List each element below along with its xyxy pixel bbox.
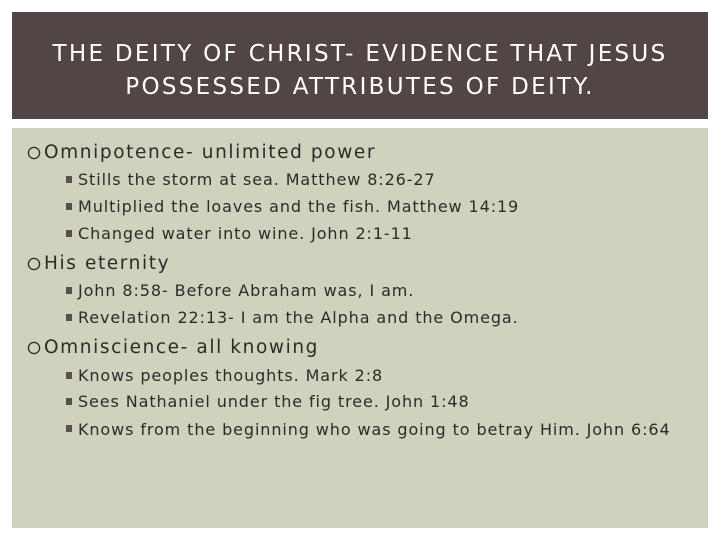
square-bullet-icon <box>66 398 72 405</box>
list-item <box>78 366 383 386</box>
hollow-circle-icon <box>27 341 41 355</box>
list-item-text: Changed water into wine. John 2:1-11 <box>78 224 413 243</box>
hollow-circle-icon <box>27 257 41 271</box>
list-item-text: John 8:58- Before Abraham was, I am. <box>78 281 415 300</box>
square-bullet-icon <box>66 230 72 237</box>
square-bullet-icon <box>66 425 72 432</box>
title-bar <box>12 12 708 119</box>
square-bullet-icon <box>66 372 72 379</box>
section-heading-text: His eternity <box>44 253 171 274</box>
title-line-2: POSSESSED ATTRIBUTES OF DEITY. <box>125 74 595 100</box>
list-item <box>78 419 678 441</box>
square-bullet-icon <box>66 287 72 294</box>
list-item <box>78 392 470 412</box>
content-panel <box>12 128 708 528</box>
list-item <box>78 197 519 217</box>
section-heading-omniscience <box>44 337 319 358</box>
list-item <box>78 308 519 328</box>
square-bullet-icon <box>66 203 72 210</box>
list-item-text: Knows from the beginning who was going to betray Him. John 6:64 <box>78 420 671 439</box>
list-item <box>78 281 414 301</box>
hollow-circle-icon <box>27 146 41 160</box>
section-heading-text: Omnipotence- unlimited power <box>44 142 377 163</box>
section-heading-omnipotence <box>44 142 376 163</box>
list-item-text: Sees Nathaniel under the fig tree. John 1:48 <box>78 392 470 411</box>
list-item <box>78 170 436 190</box>
title-line-1: THE DEITY OF CHRIST- EVIDENCE THAT JESUS <box>52 41 668 67</box>
list-item-text: Knows peoples thoughts. Mark 2:8 <box>78 366 384 385</box>
list-item-text: Revelation 22:13- I am the Alpha and the Omega. <box>78 308 519 327</box>
list-item-text: Multiplied the loaves and the fish. Matthew 14:19 <box>78 197 520 216</box>
list-item <box>78 224 413 244</box>
square-bullet-icon <box>66 314 72 321</box>
list-item-text: Stills the storm at sea. Matthew 8:26-27 <box>78 170 436 189</box>
section-heading-text: Omniscience- all knowing <box>44 337 320 358</box>
section-heading-eternity <box>44 253 170 274</box>
square-bullet-icon <box>66 176 72 183</box>
